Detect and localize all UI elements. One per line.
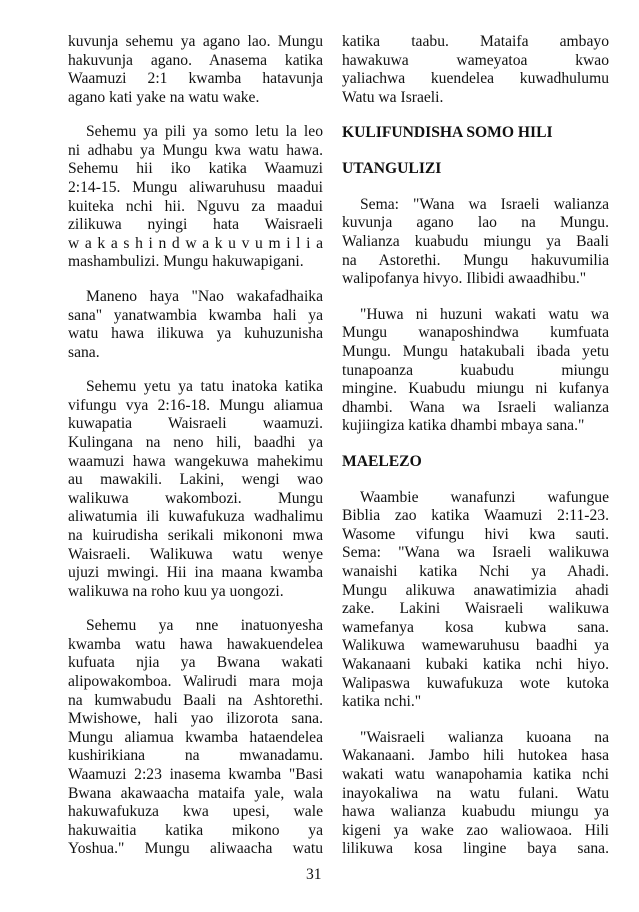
text-line: Sema: "Wana wa Israeli walikuwa bbox=[342, 544, 609, 562]
text-line: "Waisraeli walianza kuoana na bbox=[360, 728, 609, 746]
text-line: wanaishi katika Nchi ya Ahadi. bbox=[342, 563, 609, 581]
text-line: kigeni ya wake zao waliowaoa. Hili bbox=[342, 821, 609, 839]
text-line: hawa walianza kuabudu miungu ya bbox=[342, 803, 609, 821]
text-line: agano kati yake na watu wake. bbox=[68, 88, 260, 106]
paragraph bbox=[68, 378, 323, 601]
text-line: Mungu aliamua kwamba hataendelea bbox=[68, 728, 323, 746]
text-line: ni adhabu ya Mungu kwa watu hawa. bbox=[68, 141, 323, 159]
text-line: hakuwaitia katika mikono ya bbox=[68, 821, 323, 839]
text-line: na Astorethi. Mungu hakuvumilia bbox=[342, 251, 609, 269]
text-line: Wakanaani kubaki katika nchi hiyo. bbox=[342, 656, 609, 673]
text-line: walipofanya hivyo. Ilibidi awaadhibu." bbox=[342, 270, 587, 288]
text-line: Sehemu yetu ya tatu inatoka katika bbox=[86, 378, 323, 396]
text-line: au mawakili. Lakini, wengi wao bbox=[68, 471, 323, 489]
text-line: Mungu alikuwa anawatimizia ahadi bbox=[342, 581, 609, 599]
text-line: Bwana akawaacha mataifa yale, wala bbox=[68, 784, 323, 802]
text-line: kuvunja agano lao na Mungu. bbox=[342, 214, 609, 232]
text-line: inayokaliwa na watu fulani. Watu bbox=[342, 784, 609, 802]
text-line: watu hawa ilikuwa ya kuhuzunisha bbox=[68, 325, 323, 343]
text-line: tunapoanza kuabudu miungu bbox=[342, 361, 609, 379]
text-line: Waamuzi 2:23 inasema kwamba "Basi bbox=[68, 766, 323, 783]
paragraph bbox=[68, 617, 323, 859]
text-line: wakati watu wanapohamia katika nchi bbox=[342, 766, 609, 784]
text-line: kuvunja sehemu ya agano lao. Mungu bbox=[68, 33, 323, 50]
text-line: Kulingana na neno hili, baadhi ya bbox=[68, 434, 323, 451]
paragraph bbox=[68, 123, 323, 272]
text-line: katika taabu. Mataifa ambayo bbox=[342, 33, 609, 50]
text-line: kuwapatia Waisraeli waamuzi. bbox=[68, 415, 323, 433]
text-line: w a k a s h i n d w a k u v u m i l i a bbox=[68, 234, 323, 252]
text-line: waamuzi hawa wangekuwa mahekimu bbox=[68, 452, 323, 470]
paragraph bbox=[342, 33, 609, 107]
text-line: Watu wa Israeli. bbox=[342, 88, 444, 106]
text-line: wamefanya kosa kubwa sana. bbox=[342, 618, 609, 636]
text-line: Mwishowe, hali yao ilizorota sana. bbox=[68, 710, 323, 728]
text-line: kujiingiza katika dhambi mbaya sana." bbox=[342, 417, 585, 435]
text-line: na kuirudisha serikali mikononi mwa bbox=[68, 526, 323, 544]
text-line: walikuwa na roho kuu ya uongozi. bbox=[68, 582, 284, 600]
text-line: Sema: "Wana wa Israeli walianza bbox=[360, 195, 609, 213]
text-line: Sehemu ya pili ya somo letu la leo bbox=[86, 123, 323, 141]
text-line: Walianza kuabudu miungu ya Baali bbox=[342, 232, 609, 250]
text-line: vifungu vya 2:16-18. Mungu aliamua bbox=[68, 396, 323, 414]
text-line: ujuzi mwingi. Hii ina maana kwamba bbox=[68, 564, 323, 582]
paragraph bbox=[342, 729, 609, 859]
text-line: kuiteka nchi hii. Nguvu za maadui bbox=[68, 197, 323, 215]
text-line: zake. Lakini Waisraeli walikuwa bbox=[342, 600, 609, 618]
paragraph bbox=[342, 306, 609, 436]
text-line: Mungu. Mungu hatakubali ibada yetu bbox=[342, 342, 609, 360]
section-heading: UTANGULIZI bbox=[342, 160, 442, 178]
text-line: aliwatumia ili kuwafukuza wadhalimu bbox=[68, 508, 323, 526]
page-number: 31 bbox=[306, 866, 322, 883]
text-line: kushirikiana na mwanadamu. bbox=[68, 747, 323, 765]
text-line: mashambulizi. Mungu hakuwapigani. bbox=[68, 253, 304, 271]
text-line: na kumwabudu Baali na Ashtorethi. bbox=[68, 691, 323, 709]
section-heading: MAELEZO bbox=[342, 453, 422, 470]
section-heading: KULIFUNDISHA SOMO HILI bbox=[342, 124, 553, 142]
text-line: Maneno haya "Nao wakafadhaika bbox=[86, 287, 323, 305]
text-line: Walikuwa wamewaruhusu baadhi ya bbox=[342, 637, 609, 655]
text-line: Mungu wanaposhindwa kumfuata bbox=[342, 324, 609, 342]
text-line: Biblia zao katika Waamuzi 2:11-23. bbox=[342, 507, 609, 525]
text-line: hawakuwa wameyatoa kwao bbox=[342, 51, 609, 69]
text-line: Wakanaani. Jambo hili hutokea hasa bbox=[342, 747, 609, 765]
paragraph bbox=[342, 196, 609, 289]
paragraph bbox=[68, 288, 323, 362]
paragraph bbox=[68, 33, 323, 107]
text-line: walikuwa wakombozi. Mungu bbox=[68, 489, 323, 507]
text-line: Waisraeli. Walikuwa watu wenye bbox=[68, 545, 323, 563]
text-line: kwamba watu hawa hawakuendelea bbox=[68, 635, 323, 653]
text-line: hakuvunja agano. Anasema katika bbox=[68, 51, 323, 69]
text-line: yaliachwa kuendelea kuwadhulumu bbox=[342, 70, 609, 88]
left-column bbox=[68, 33, 323, 859]
paragraph bbox=[342, 489, 609, 712]
text-line: Sehemu ya nne inatuonyesha bbox=[86, 617, 323, 635]
text-line: dhambi. Wana wa Israeli walianza bbox=[342, 398, 609, 416]
text-line: Yoshua." Mungu aliwaacha watu bbox=[68, 840, 323, 858]
text-line: Sehemu hii iko katika Waamuzi bbox=[68, 160, 323, 178]
text-line: lilikuwa kosa lingine baya sana. bbox=[342, 840, 609, 858]
text-line: zilikuwa nyingi hata Waisraeli bbox=[68, 216, 323, 234]
text-line: Walipaswa kuwafukuza wote kutoka bbox=[342, 674, 609, 692]
text-line: "Huwa ni huzuni wakati watu wa bbox=[360, 305, 609, 323]
text-line: alipowakomboa. Walirudi mara moja bbox=[68, 673, 323, 691]
text-line: mingine. Kuabudu miungu ni kufanya bbox=[342, 380, 609, 398]
text-line: sana. bbox=[68, 343, 100, 361]
right-column bbox=[342, 33, 609, 859]
text-line: 2:14-15. Mungu aliwaruhusu maadui bbox=[68, 179, 323, 197]
text-line: katika nchi." bbox=[342, 693, 422, 711]
text-line: kufuata njia ya Bwana wakati bbox=[68, 654, 323, 672]
text-line: hakuwafukuza kwa upesi, wale bbox=[68, 803, 323, 821]
text-line: Waamuzi 2:1 kwamba hatavunja bbox=[68, 70, 323, 88]
text-line: sana" yanatwambia kwamba hali ya bbox=[68, 306, 323, 324]
text-line: Waambie wanafunzi wafungue bbox=[360, 488, 609, 506]
text-line: Wasome vifungu hivi kwa sauti. bbox=[342, 525, 609, 543]
